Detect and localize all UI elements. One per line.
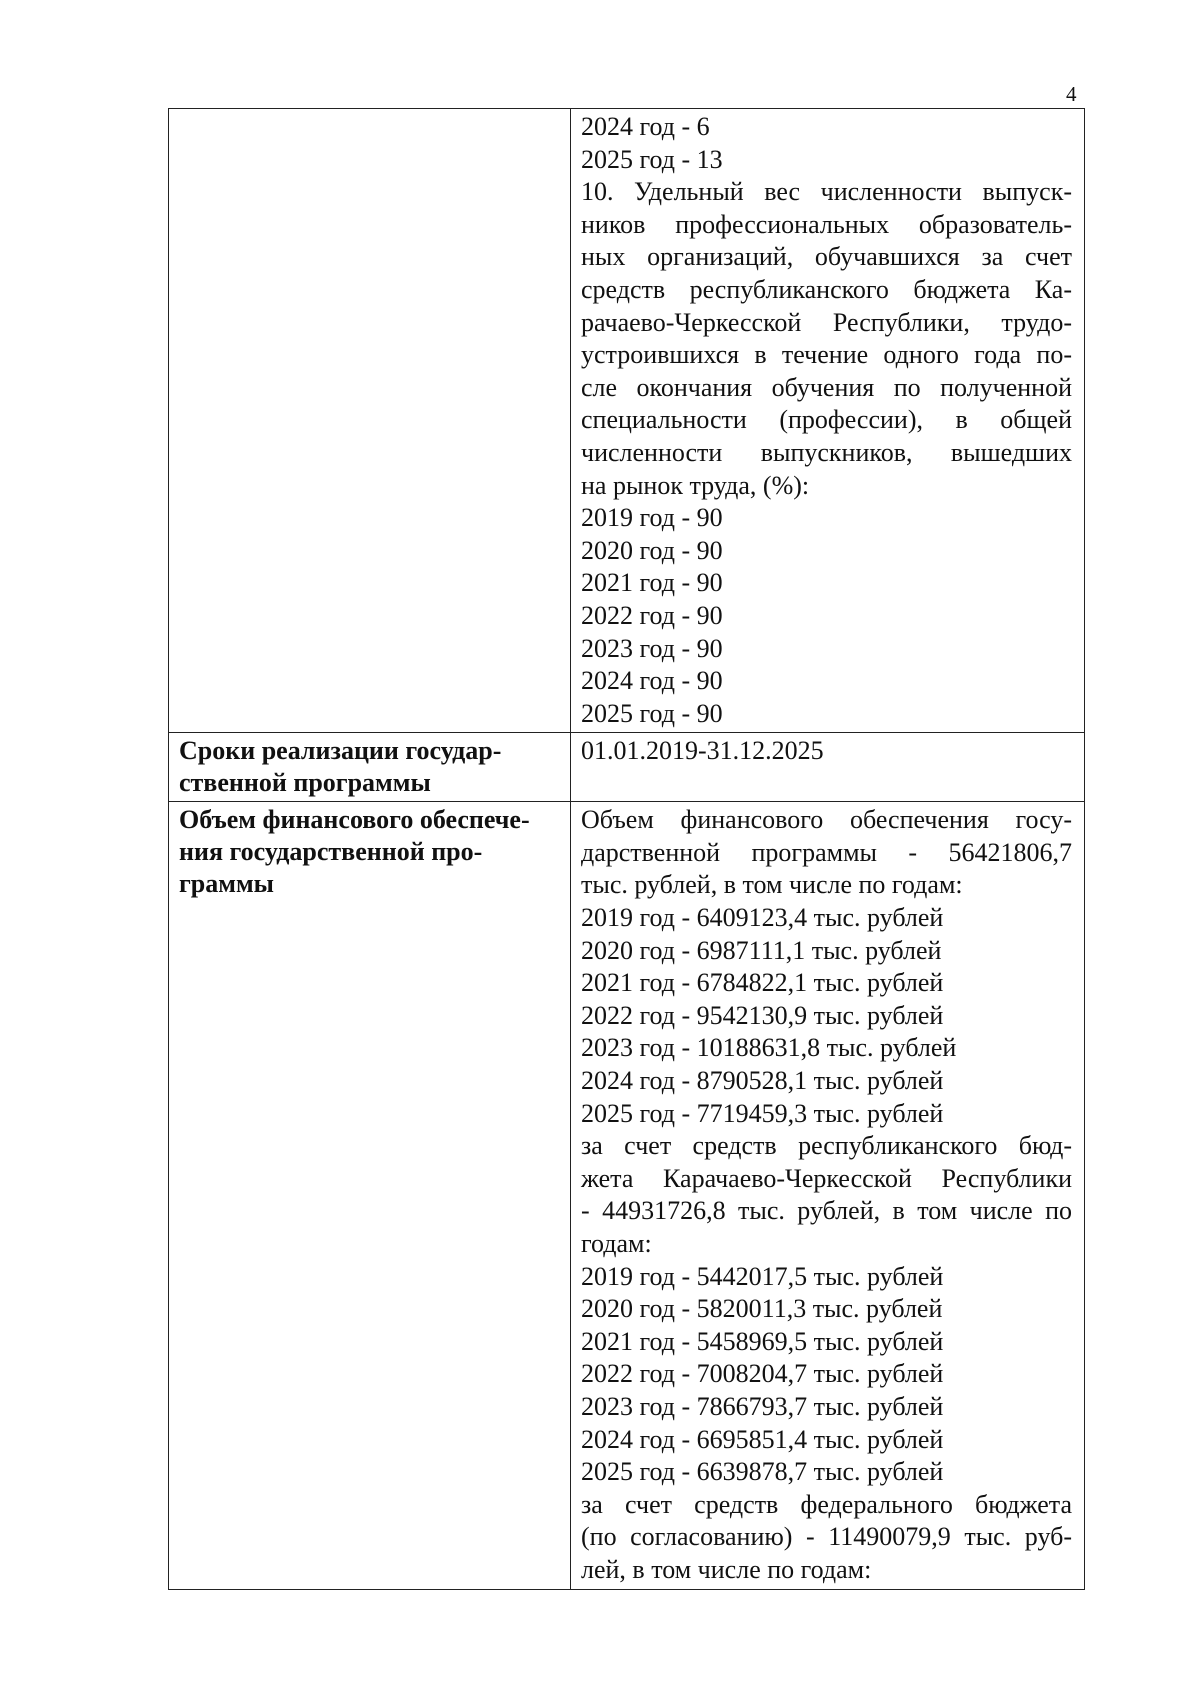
text-line: 2022 год - 9542130,9 тыс. рублей [581, 1000, 944, 1030]
text-line: 2023 год - 7866793,7 тыс. рублей [581, 1391, 944, 1421]
text-line: 2025 год - 7719459,3 тыс. рублей [581, 1098, 944, 1128]
text-line: (по согласованию) - 11490079,9 тыс. руб- [581, 1522, 1072, 1552]
table-row-indicators-continued [169, 109, 1085, 733]
terms-label-cell [169, 733, 571, 802]
terms-value-cell [571, 733, 1085, 802]
text-line: годам: [581, 1229, 652, 1258]
text-line: 2022 год - 90 [581, 600, 723, 630]
text-line: Объем финансового обеспечения госу- [581, 805, 1072, 835]
indicators-lines [581, 111, 1072, 730]
text-line: тыс. рублей, в том числе по годам: [581, 870, 963, 900]
text-line: 2025 год - 13 [581, 144, 723, 174]
text-line: 2019 год - 90 [581, 503, 723, 533]
text-line: специальности (профессии), в общей [581, 405, 1072, 435]
text-line: сле окончания обучения по полученной [581, 372, 1072, 402]
text-line: 2022 год - 7008204,7 тыс. рублей [581, 1359, 944, 1389]
finance-label-cell [169, 802, 571, 1589]
finance-lines [581, 804, 1072, 1586]
terms-value: 01.01.2019-31.12.2025 [581, 736, 824, 766]
terms-label [179, 735, 558, 799]
text-line: жета Карачаево-Черкесской Республики [581, 1163, 1072, 1193]
text-line: 2024 год - 8790528,1 тыс. рублей [581, 1066, 944, 1096]
indicators-cell [571, 109, 1085, 733]
text-line: 2021 год - 90 [581, 568, 723, 598]
page-number: 4 [1066, 82, 1077, 106]
text-line: дарственной программы - 56421806,7 [581, 837, 1072, 867]
finance-value-cell [571, 802, 1085, 1589]
text-line: 2021 год - 5458969,5 тыс. рублей [581, 1326, 944, 1356]
table-row-finance [169, 802, 1085, 1589]
text-line: за счет средств федерального бюджета [581, 1489, 1072, 1519]
table-row-terms [169, 733, 1085, 802]
text-line: 2024 год - 6 [581, 112, 710, 141]
text-line: на рынок труда, (%): [581, 470, 810, 500]
label-line: Сроки реализации государ- [179, 736, 502, 766]
text-line: ных организаций, обучавшихся за счет [581, 242, 1072, 272]
text-line: 2020 год - 90 [581, 535, 723, 565]
text-line: 2019 год - 6409123,4 тыс. рублей [581, 903, 944, 933]
text-line: за счет средств республиканского бюд- [581, 1131, 1072, 1161]
text-line: 2021 год - 6784822,1 тыс. рублей [581, 968, 944, 998]
text-line: устроившихся в течение одного года по- [581, 340, 1072, 370]
program-passport-table [168, 108, 1085, 1590]
text-line: 2020 год - 6987111,1 тыс. рублей [581, 935, 942, 965]
label-line: ния государственной про- [179, 837, 483, 867]
row-label-empty [169, 109, 571, 733]
finance-label [179, 804, 558, 900]
text-line: средств республиканского бюджета Ка- [581, 274, 1072, 304]
text-line: лей, в том числе по годам: [581, 1554, 872, 1584]
text-line: 2023 год - 10188631,8 тыс. рублей [581, 1033, 957, 1063]
text-line: рачаево-Черкесской Республики, трудо- [581, 307, 1072, 337]
text-line: 2023 год - 90 [581, 633, 723, 663]
text-line: 2020 год - 5820011,3 тыс. рублей [581, 1294, 943, 1324]
text-line: 2019 год - 5442017,5 тыс. рублей [581, 1261, 944, 1291]
label-line: Объем финансового обеспече- [179, 805, 530, 835]
text-line: 2025 год - 6639878,7 тыс. рублей [581, 1457, 944, 1487]
text-line: численности выпускников, вышедших [581, 437, 1072, 467]
label-line: граммы [179, 869, 274, 899]
text-line: - 44931726,8 тыс. рублей, в том числе по [581, 1196, 1072, 1226]
text-line: 10. Удельный вес численности выпуск- [581, 177, 1072, 207]
text-line: 2024 год - 90 [581, 666, 723, 696]
label-line: ственной программы [179, 768, 431, 798]
text-line: ников профессиональных образователь- [581, 209, 1072, 239]
text-line: 2024 год - 6695851,4 тыс. рублей [581, 1424, 944, 1454]
text-line: 2025 год - 90 [581, 698, 723, 728]
